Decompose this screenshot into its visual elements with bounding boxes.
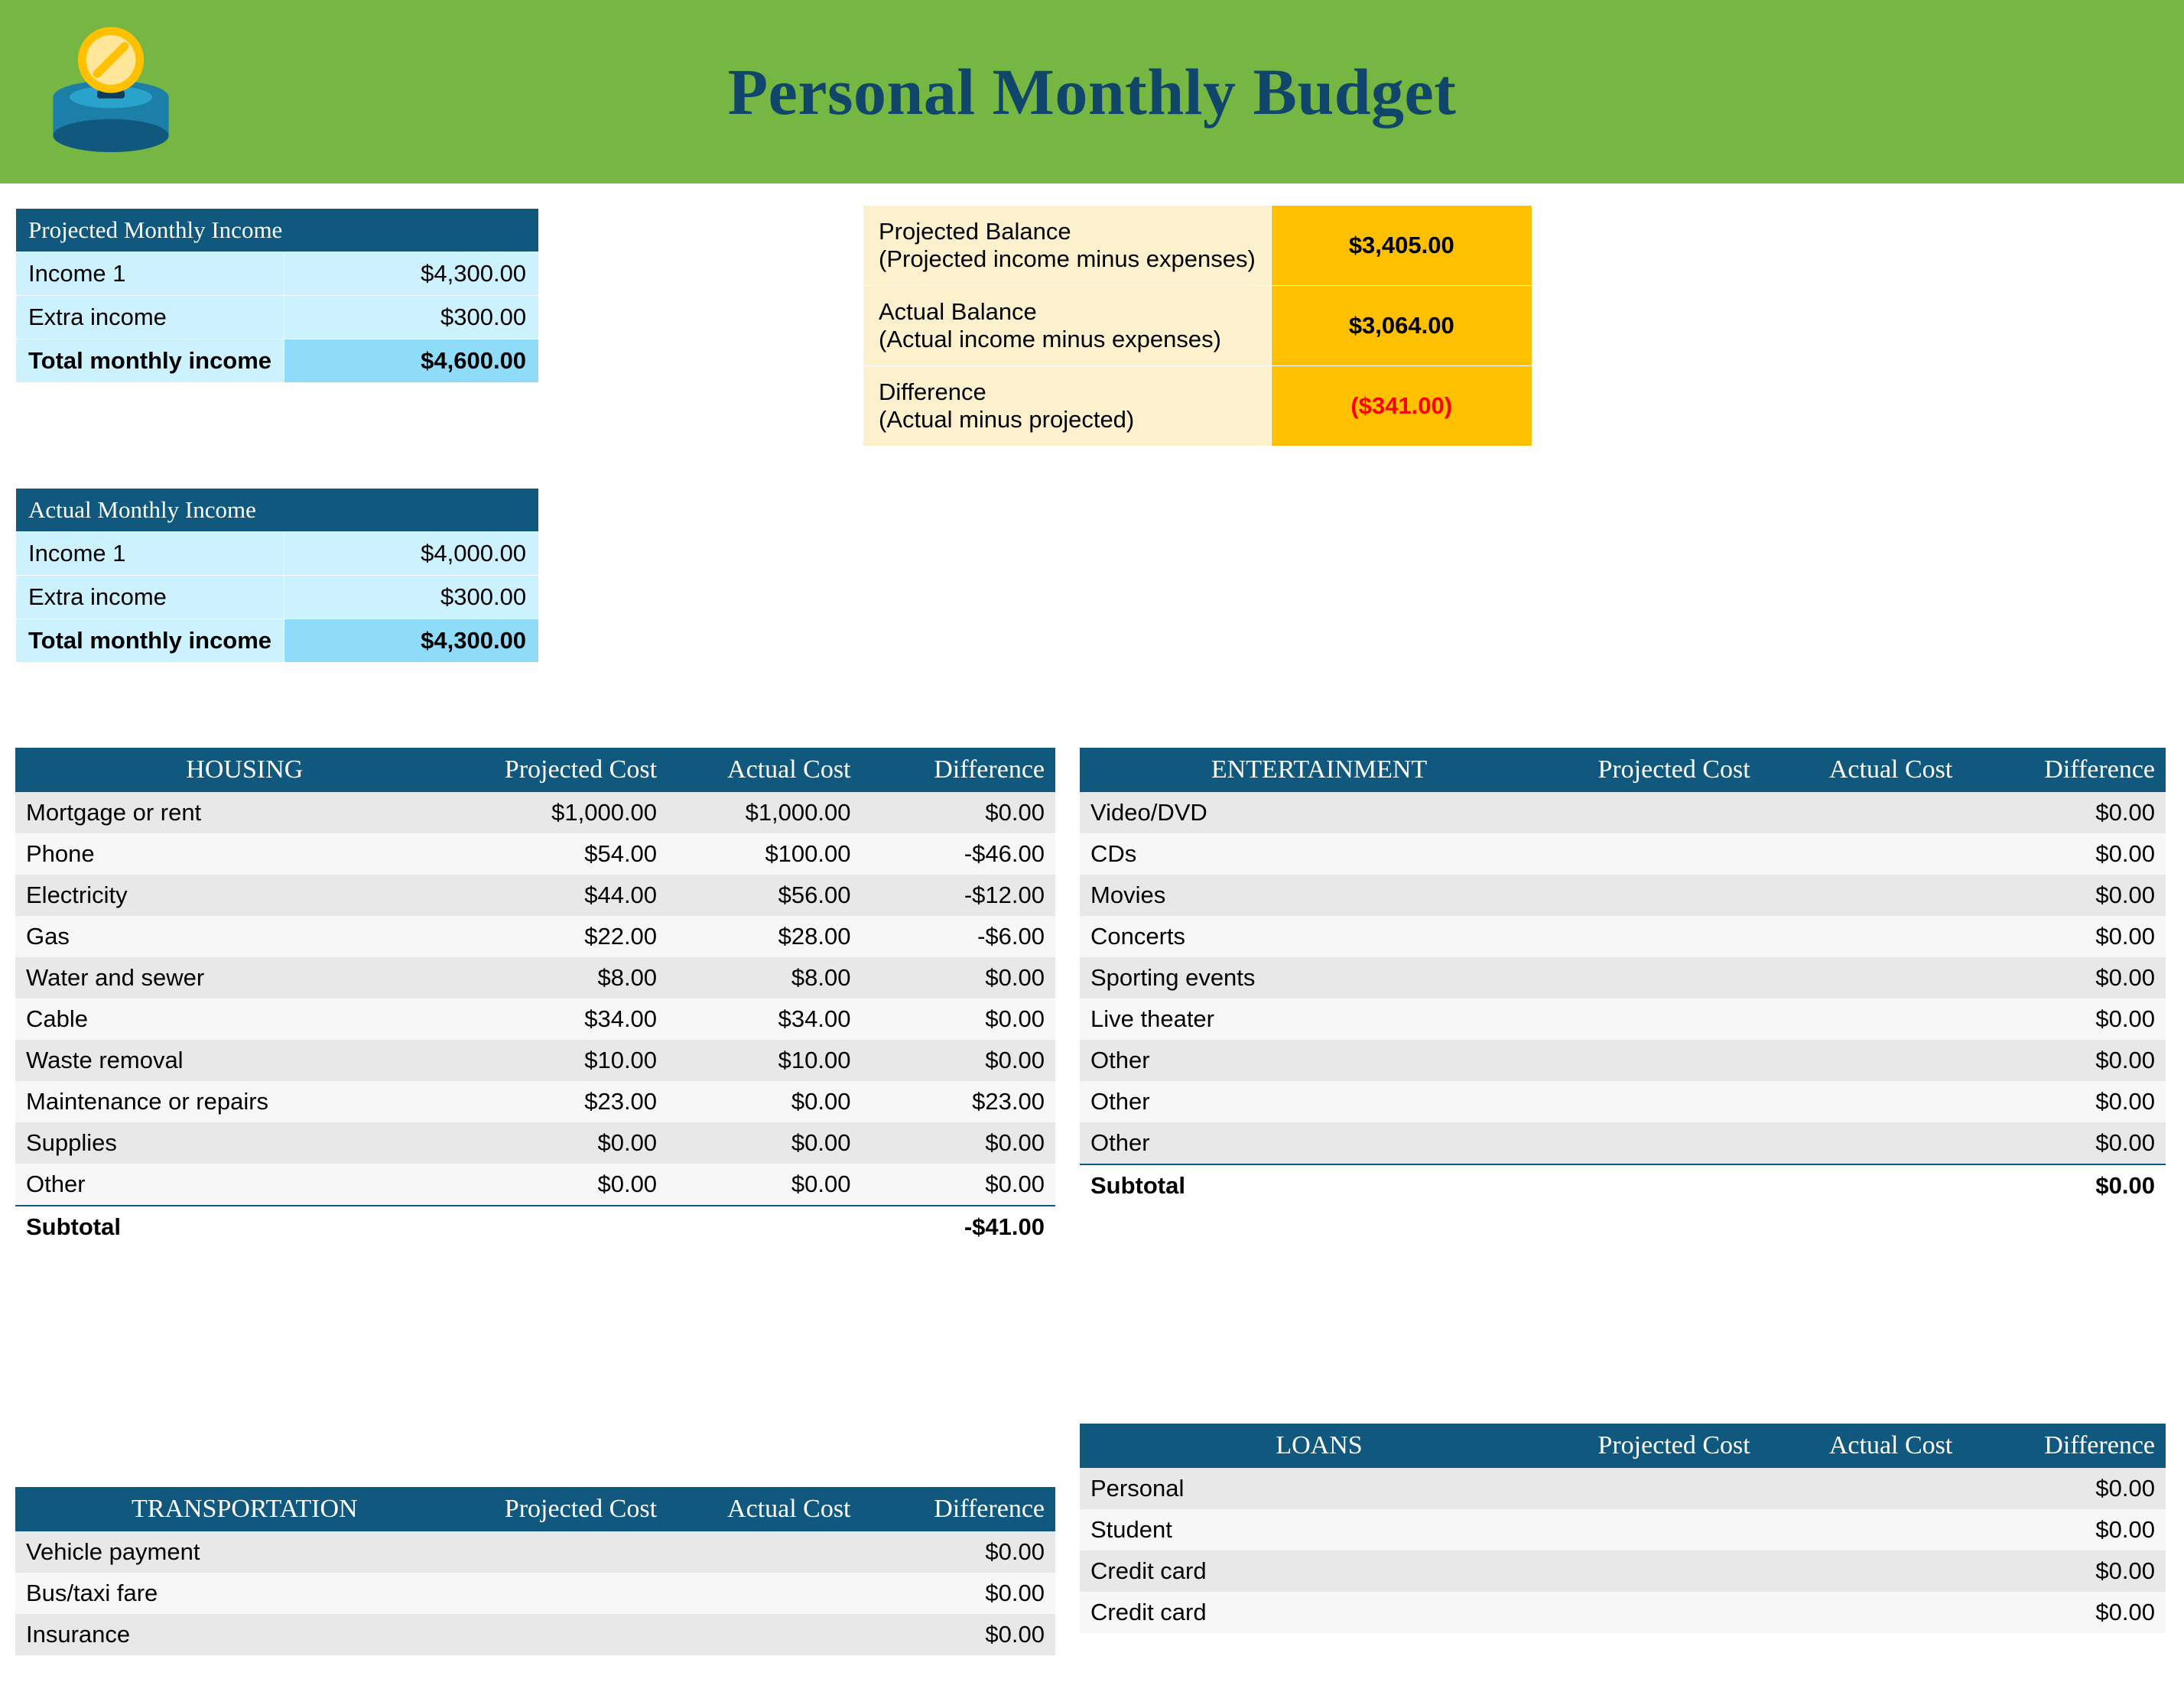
- table-row: [1080, 792, 2166, 833]
- row-actual: [1761, 1081, 1964, 1122]
- row-projected: $22.00: [474, 916, 668, 957]
- actual-income-table: [15, 488, 681, 663]
- table-row: [15, 998, 1055, 1040]
- table-row: [1080, 1040, 2166, 1081]
- column-projected-cost: Projected Cost: [1558, 1424, 1761, 1468]
- table-row: [1080, 1592, 2166, 1633]
- entertainment-rows: [1080, 792, 2166, 1206]
- subtotal-actual: [668, 1206, 861, 1248]
- table-row: [15, 1040, 1055, 1081]
- page-header: [0, 0, 2184, 183]
- table-row: [15, 916, 1055, 957]
- actual-income-header: [16, 489, 539, 532]
- row-label: Other: [1080, 1081, 1558, 1122]
- row-label: Personal: [1080, 1468, 1558, 1509]
- table-row: [15, 1081, 1055, 1122]
- difference-subtitle: (Actual minus projected): [879, 406, 1135, 433]
- row-label: Credit card: [1080, 1550, 1558, 1592]
- row-actual: [1761, 998, 1964, 1040]
- row-label: Waste removal: [15, 1040, 474, 1081]
- loans-rows: [1080, 1468, 2166, 1633]
- row-difference: $0.00: [862, 1040, 1056, 1081]
- entertainment-header-row: [1080, 748, 2166, 792]
- table-row: [1080, 1468, 2166, 1509]
- column-difference: Difference: [1963, 1424, 2166, 1468]
- row-projected: [1558, 833, 1761, 875]
- table-row-total: [16, 619, 539, 663]
- row-actual: $28.00: [668, 916, 861, 957]
- difference-label: [863, 366, 1272, 446]
- row-actual: [668, 1573, 861, 1614]
- row-label: Movies: [1080, 875, 1558, 916]
- column-difference: Difference: [1963, 748, 2166, 792]
- housing-table: [15, 748, 1055, 1248]
- table-row: [15, 1614, 1055, 1655]
- income-total-label: Total monthly income: [16, 339, 284, 383]
- projected-income-table: [15, 208, 681, 383]
- row-label: Mortgage or rent: [15, 792, 474, 833]
- projected-income-header: [16, 209, 539, 252]
- row-projected: [1558, 1081, 1761, 1122]
- row-actual: [668, 1614, 861, 1655]
- row-difference: $0.00: [862, 1573, 1056, 1614]
- table-row: [1080, 1509, 2166, 1550]
- income-row-label: Income 1: [16, 532, 284, 576]
- row-difference: $0.00: [862, 957, 1056, 998]
- table-row: [15, 1573, 1055, 1614]
- table-row: [1080, 916, 2166, 957]
- row-projected: [1558, 1550, 1761, 1592]
- row-label: Other: [15, 1164, 474, 1206]
- row-projected: $0.00: [474, 1122, 668, 1164]
- table-row: [15, 1164, 1055, 1206]
- balance-row-projected: [863, 206, 1532, 286]
- row-label: Sporting events: [1080, 957, 1558, 998]
- row-difference: $0.00: [1963, 1592, 2166, 1633]
- row-difference: $0.00: [862, 1531, 1056, 1573]
- difference-title: Difference: [879, 378, 986, 405]
- row-difference: $0.00: [1963, 1550, 2166, 1592]
- row-difference: $0.00: [862, 1122, 1056, 1164]
- row-difference: $0.00: [862, 998, 1056, 1040]
- column-difference: Difference: [862, 748, 1056, 792]
- row-difference: $0.00: [1963, 833, 2166, 875]
- column-difference: Difference: [862, 1487, 1056, 1531]
- row-projected: $8.00: [474, 957, 668, 998]
- loans-header-row: [1080, 1424, 2166, 1468]
- row-label: Phone: [15, 833, 474, 875]
- table-row: [15, 1122, 1055, 1164]
- row-label: Concerts: [1080, 916, 1558, 957]
- row-label: Water and sewer: [15, 957, 474, 998]
- column-actual-cost: Actual Cost: [1761, 1424, 1964, 1468]
- column-projected-cost: Projected Cost: [474, 748, 668, 792]
- row-label: Other: [1080, 1040, 1558, 1081]
- row-label: Live theater: [1080, 998, 1558, 1040]
- balance-row-actual: [863, 286, 1532, 366]
- row-projected: [1558, 1468, 1761, 1509]
- transportation-rows: [15, 1531, 1055, 1655]
- transportation-header-row: [15, 1487, 1055, 1531]
- table-row: [15, 1531, 1055, 1573]
- subtotal-label: Subtotal: [15, 1206, 474, 1248]
- table-row: [1080, 833, 2166, 875]
- projected-balance-label: [863, 206, 1272, 286]
- row-difference: $0.00: [862, 1164, 1056, 1206]
- row-projected: $44.00: [474, 875, 668, 916]
- row-projected: [1558, 1592, 1761, 1633]
- income-row-label: Extra income: [16, 576, 284, 619]
- table-row: [1080, 875, 2166, 916]
- column-projected-cost: Projected Cost: [1558, 748, 1761, 792]
- income-row-value: $300.00: [284, 576, 539, 619]
- column-actual-cost: Actual Cost: [668, 748, 861, 792]
- row-actual: [1761, 1468, 1964, 1509]
- row-projected: [1558, 957, 1761, 998]
- row-projected: [1558, 1040, 1761, 1081]
- row-label: Other: [1080, 1122, 1558, 1164]
- projected-balance-title: Projected Balance: [879, 218, 1071, 245]
- row-actual: [1761, 916, 1964, 957]
- row-projected: [1558, 998, 1761, 1040]
- subtotal-label: Subtotal: [1080, 1164, 1558, 1206]
- row-actual: [1761, 1122, 1964, 1164]
- income-total-value: $4,300.00: [284, 619, 539, 663]
- row-difference: $23.00: [862, 1081, 1056, 1122]
- income-total-label: Total monthly income: [16, 619, 284, 663]
- table-row: [16, 296, 539, 339]
- row-difference: $0.00: [1963, 998, 2166, 1040]
- row-actual: $10.00: [668, 1040, 861, 1081]
- row-actual: $1,000.00: [668, 792, 861, 833]
- table-row: [1080, 1550, 2166, 1592]
- row-projected: [474, 1531, 668, 1573]
- row-label: Gas: [15, 916, 474, 957]
- row-actual: $0.00: [668, 1164, 861, 1206]
- row-projected: [1558, 916, 1761, 957]
- row-projected: $23.00: [474, 1081, 668, 1122]
- row-actual: [1761, 792, 1964, 833]
- loans-table: [1080, 1424, 2166, 1633]
- row-actual: [1761, 1509, 1964, 1550]
- row-actual: [1761, 1550, 1964, 1592]
- row-projected: [474, 1573, 668, 1614]
- row-difference: $0.00: [1963, 875, 2166, 916]
- row-difference: $0.00: [1963, 1081, 2166, 1122]
- loans-title: LOANS: [1080, 1424, 1558, 1468]
- row-projected: $1,000.00: [474, 792, 668, 833]
- row-difference: -$6.00: [862, 916, 1056, 957]
- row-label: Supplies: [15, 1122, 474, 1164]
- balance-row-difference: [863, 366, 1532, 446]
- projected-balance-amount: $3,405.00: [1271, 206, 1532, 286]
- housing-rows: [15, 792, 1055, 1248]
- row-actual: $8.00: [668, 957, 861, 998]
- column-actual-cost: Actual Cost: [668, 1487, 861, 1531]
- page-title: Personal Monthly Budget: [727, 55, 1457, 128]
- income-row-value: $4,000.00: [284, 532, 539, 576]
- row-difference: -$46.00: [862, 833, 1056, 875]
- table-row: [15, 957, 1055, 998]
- row-actual: [1761, 1592, 1964, 1633]
- row-difference: $0.00: [1963, 1509, 2166, 1550]
- row-projected: $54.00: [474, 833, 668, 875]
- row-label: Insurance: [15, 1614, 474, 1655]
- row-projected: [1558, 792, 1761, 833]
- table-row-total: [16, 339, 539, 383]
- table-row: [16, 252, 539, 296]
- row-actual: $0.00: [668, 1081, 861, 1122]
- row-projected: [1558, 1122, 1761, 1164]
- row-actual: [1761, 833, 1964, 875]
- table-row: [15, 833, 1055, 875]
- row-projected: $34.00: [474, 998, 668, 1040]
- income-total-value: $4,600.00: [284, 339, 539, 383]
- row-label: Bus/taxi fare: [15, 1573, 474, 1614]
- row-actual: [1761, 875, 1964, 916]
- transportation-title: TRANSPORTATION: [15, 1487, 474, 1531]
- subtotal-projected: [474, 1206, 668, 1248]
- row-projected: [1558, 875, 1761, 916]
- row-projected: $0.00: [474, 1164, 668, 1206]
- row-label: Electricity: [15, 875, 474, 916]
- income-row-label: Extra income: [16, 296, 284, 339]
- income-row-value: $4,300.00: [284, 252, 539, 296]
- actual-income-title: Actual Monthly Income: [16, 489, 539, 532]
- row-label: Cable: [15, 998, 474, 1040]
- actual-balance-subtitle: (Actual income minus expenses): [879, 326, 1221, 352]
- row-difference: $0.00: [1963, 792, 2166, 833]
- row-label: Student: [1080, 1509, 1558, 1550]
- column-projected-cost: Projected Cost: [474, 1487, 668, 1531]
- row-difference: $0.00: [1963, 1040, 2166, 1081]
- entertainment-title: ENTERTAINMENT: [1080, 748, 1558, 792]
- row-difference: $0.00: [862, 792, 1056, 833]
- row-actual: [1761, 957, 1964, 998]
- table-row: [16, 576, 539, 619]
- row-label: Maintenance or repairs: [15, 1081, 474, 1122]
- row-projected: $10.00: [474, 1040, 668, 1081]
- table-row: [1080, 957, 2166, 998]
- housing-title: HOUSING: [15, 748, 474, 792]
- row-actual: $0.00: [668, 1122, 861, 1164]
- column-actual-cost: Actual Cost: [1761, 748, 1964, 792]
- row-actual: $34.00: [668, 998, 861, 1040]
- transportation-table: [15, 1487, 1055, 1655]
- row-difference: $0.00: [1963, 957, 2166, 998]
- row-difference: $0.00: [862, 1614, 1056, 1655]
- income-row-value: $300.00: [284, 296, 539, 339]
- actual-balance-amount: $3,064.00: [1271, 286, 1532, 366]
- row-difference: -$12.00: [862, 875, 1056, 916]
- row-difference: $0.00: [1963, 1122, 2166, 1164]
- table-row: [16, 532, 539, 576]
- actual-balance-title: Actual Balance: [879, 298, 1037, 325]
- row-difference: $0.00: [1963, 1468, 2166, 1509]
- difference-amount: ($341.00): [1271, 366, 1532, 446]
- row-projected: [1558, 1509, 1761, 1550]
- subtotal-actual: [1761, 1164, 1964, 1206]
- table-row-subtotal: [15, 1206, 1055, 1248]
- housing-header-row: [15, 748, 1055, 792]
- actual-balance-label: [863, 286, 1272, 366]
- table-row: [1080, 1081, 2166, 1122]
- row-actual: [1761, 1040, 1964, 1081]
- row-actual: $100.00: [668, 833, 861, 875]
- row-label: Video/DVD: [1080, 792, 1558, 833]
- subtotal-difference: -$41.00: [862, 1206, 1056, 1248]
- row-projected: [474, 1614, 668, 1655]
- table-row: [1080, 998, 2166, 1040]
- subtotal-projected: [1558, 1164, 1761, 1206]
- row-label: Credit card: [1080, 1592, 1558, 1633]
- row-actual: $56.00: [668, 875, 861, 916]
- table-row-subtotal: [1080, 1164, 2166, 1206]
- table-row: [15, 792, 1055, 833]
- projected-balance-subtitle: (Projected income minus expenses): [879, 245, 1256, 272]
- balance-summary: [863, 205, 1746, 446]
- row-label: Vehicle payment: [15, 1531, 474, 1573]
- row-label: CDs: [1080, 833, 1558, 875]
- row-difference: $0.00: [1963, 916, 2166, 957]
- subtotal-difference: $0.00: [1963, 1164, 2166, 1206]
- table-row: [1080, 1122, 2166, 1164]
- entertainment-table: [1080, 748, 2166, 1206]
- table-row: [15, 875, 1055, 916]
- projected-income-title: Projected Monthly Income: [16, 209, 539, 252]
- row-actual: [668, 1531, 861, 1573]
- income-row-label: Income 1: [16, 252, 284, 296]
- coin-bank-icon: [42, 21, 180, 159]
